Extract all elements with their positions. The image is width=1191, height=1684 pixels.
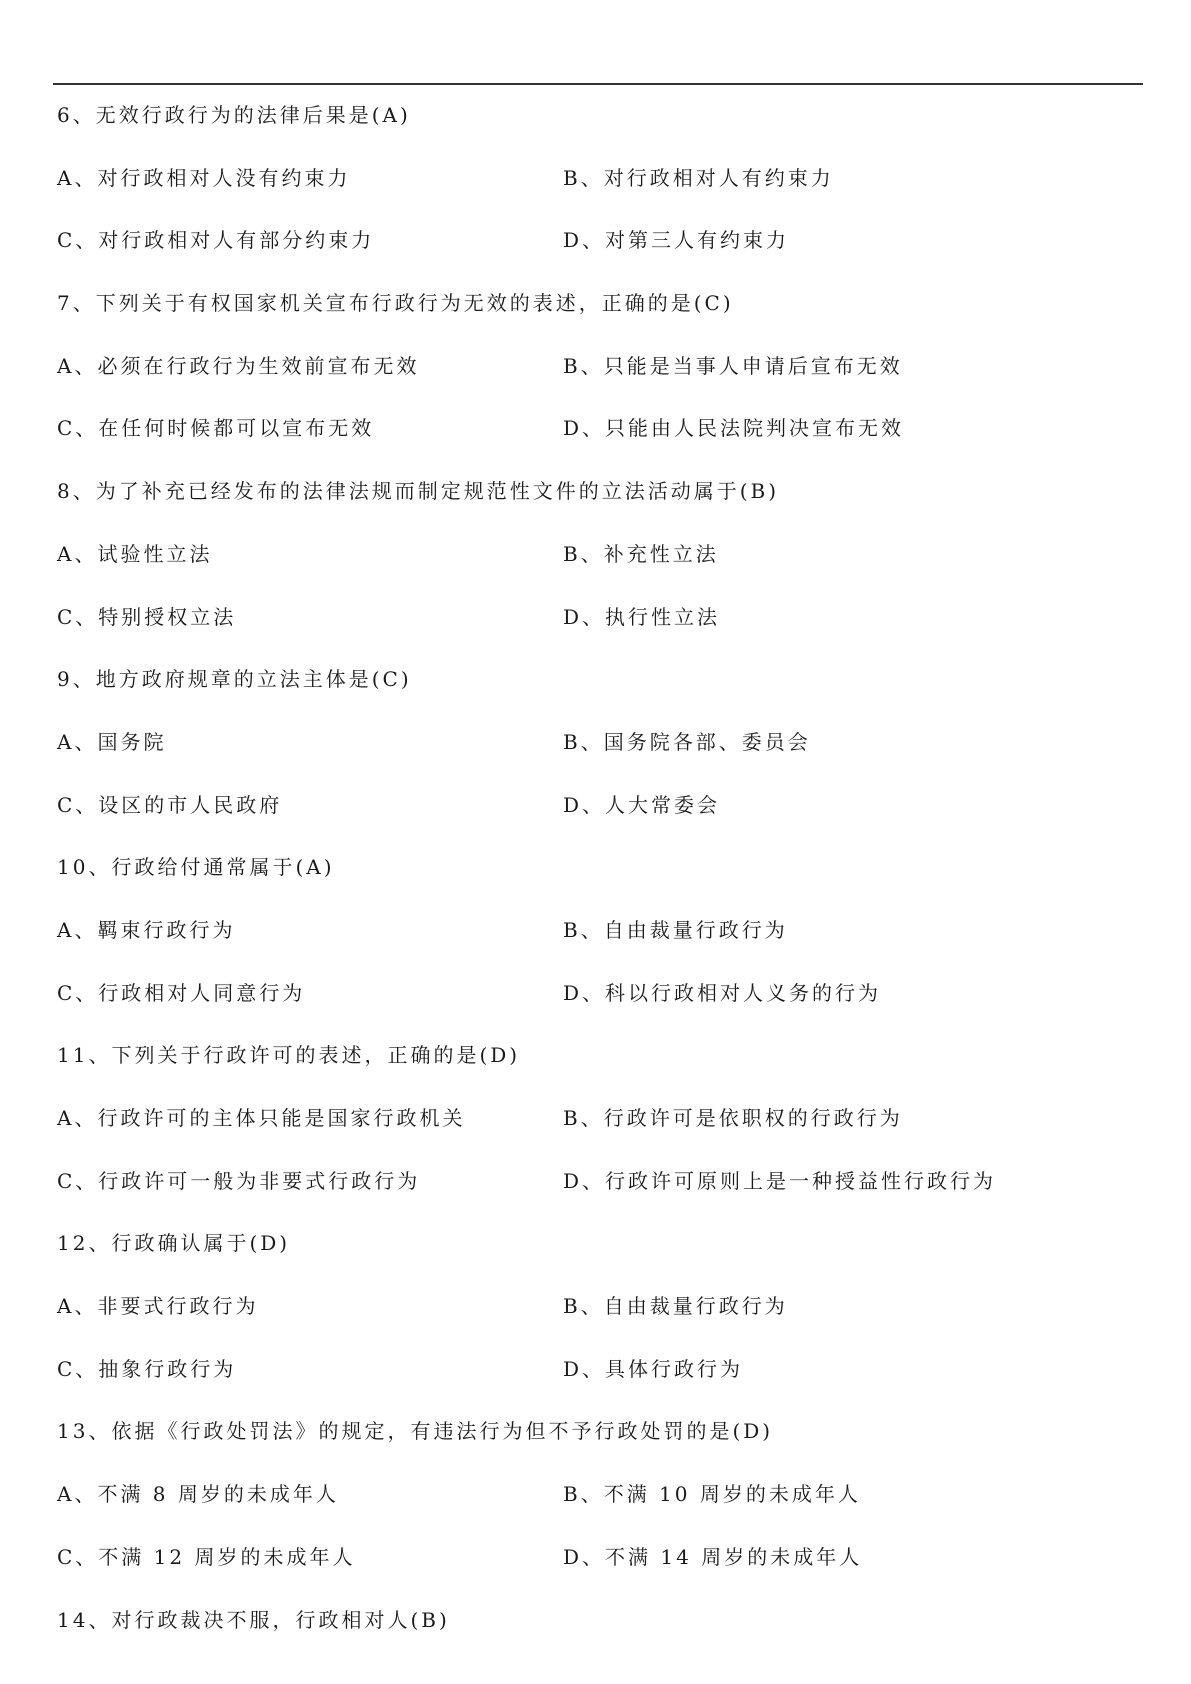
option-row (57, 599, 1137, 662)
question-stem: 6、无效行政行为的法律后果是(A) (57, 103, 411, 127)
question-stem: 7、下列关于有权国家机关宣布行政行为无效的表述，正确的是(C) (57, 291, 734, 316)
option-row (57, 975, 1137, 1038)
option-a: A、不满 8 周岁的未成年人 (57, 1482, 339, 1507)
option-a: A、国务院 (57, 729, 167, 754)
option-b: B、自由裁量行政行为 (563, 917, 788, 942)
option-c: C、抽象行政行为 (57, 1356, 237, 1381)
option-row (57, 160, 1137, 223)
question-stem: 13、依据《行政处罚法》的规定，有违法行为但不予行政处罚的是(D) (57, 1419, 774, 1444)
option-d: D、只能由人民法院判决宣布无效 (563, 416, 905, 441)
question-stem: 9、地方政府规章的立法主体是(C) (57, 667, 412, 692)
option-c: C、特别授权立法 (57, 604, 237, 629)
option-row (57, 348, 1137, 411)
question-stem: 8、为了补充已经发布的法律法规而制定规范性文件的立法活动属于(B) (57, 479, 780, 504)
option-a: A、羁束行政行为 (57, 917, 236, 942)
option-b: B、不满 10 周岁的未成年人 (563, 1482, 861, 1507)
option-row (57, 787, 1137, 850)
question-stem: 10、行政给付通常属于(A) (57, 855, 335, 880)
option-row (57, 1163, 1137, 1226)
option-a: A、非要式行政行为 (57, 1294, 259, 1319)
option-a: A、必须在行政行为生效前宣布无效 (57, 353, 420, 378)
question-stem: 14、对行政裁决不服，行政相对人(B) (57, 1607, 450, 1632)
option-d: D、对第三人有约束力 (563, 228, 790, 253)
option-b: B、国务院各部、委员会 (563, 729, 811, 754)
option-c: C、行政许可一般为非要式行政行为 (57, 1168, 421, 1193)
option-row (57, 912, 1137, 975)
option-row (57, 1476, 1137, 1539)
question-stem: 12、行政确认属于(D) (57, 1231, 291, 1256)
question-list (57, 97, 1137, 1664)
option-row (57, 724, 1137, 787)
option-b: B、对行政相对人有约束力 (563, 165, 834, 190)
question-stem: 11、下列关于行政许可的表述，正确的是(D) (57, 1043, 521, 1068)
option-row (57, 410, 1137, 473)
option-b: B、补充性立法 (563, 541, 719, 566)
option-b: B、自由裁量行政行为 (563, 1294, 788, 1319)
option-a: A、试验性立法 (57, 541, 213, 566)
option-b: B、只能是当事人申请后宣布无效 (563, 353, 903, 378)
option-a: A、对行政相对人没有约束力 (57, 165, 351, 190)
option-row (57, 536, 1137, 599)
option-d: D、人大常委会 (563, 792, 721, 817)
option-c: C、不满 12 周岁的未成年人 (57, 1544, 356, 1569)
option-row (57, 222, 1137, 285)
option-c: C、设区的市人民政府 (57, 792, 283, 817)
option-d: D、科以行政相对人义务的行为 (563, 980, 882, 1005)
option-d: D、具体行政行为 (563, 1356, 744, 1381)
option-b: B、行政许可是依职权的行政行为 (563, 1106, 903, 1130)
header-rule (53, 83, 1143, 85)
option-d: D、不满 14 周岁的未成年人 (563, 1544, 863, 1569)
option-d: D、行政许可原则上是一种授益性行政行为 (563, 1168, 997, 1193)
option-row (57, 1351, 1137, 1414)
option-c: C、行政相对人同意行为 (57, 980, 306, 1005)
option-row (57, 1100, 1137, 1163)
option-c: C、对行政相对人有部分约束力 (57, 228, 375, 253)
option-d: D、执行性立法 (563, 604, 721, 629)
option-a: A、行政许可的主体只能是国家行政机关 (57, 1106, 466, 1130)
option-c: C、在任何时候都可以宣布无效 (57, 416, 375, 441)
option-row (57, 1539, 1137, 1602)
option-row (57, 1288, 1137, 1351)
